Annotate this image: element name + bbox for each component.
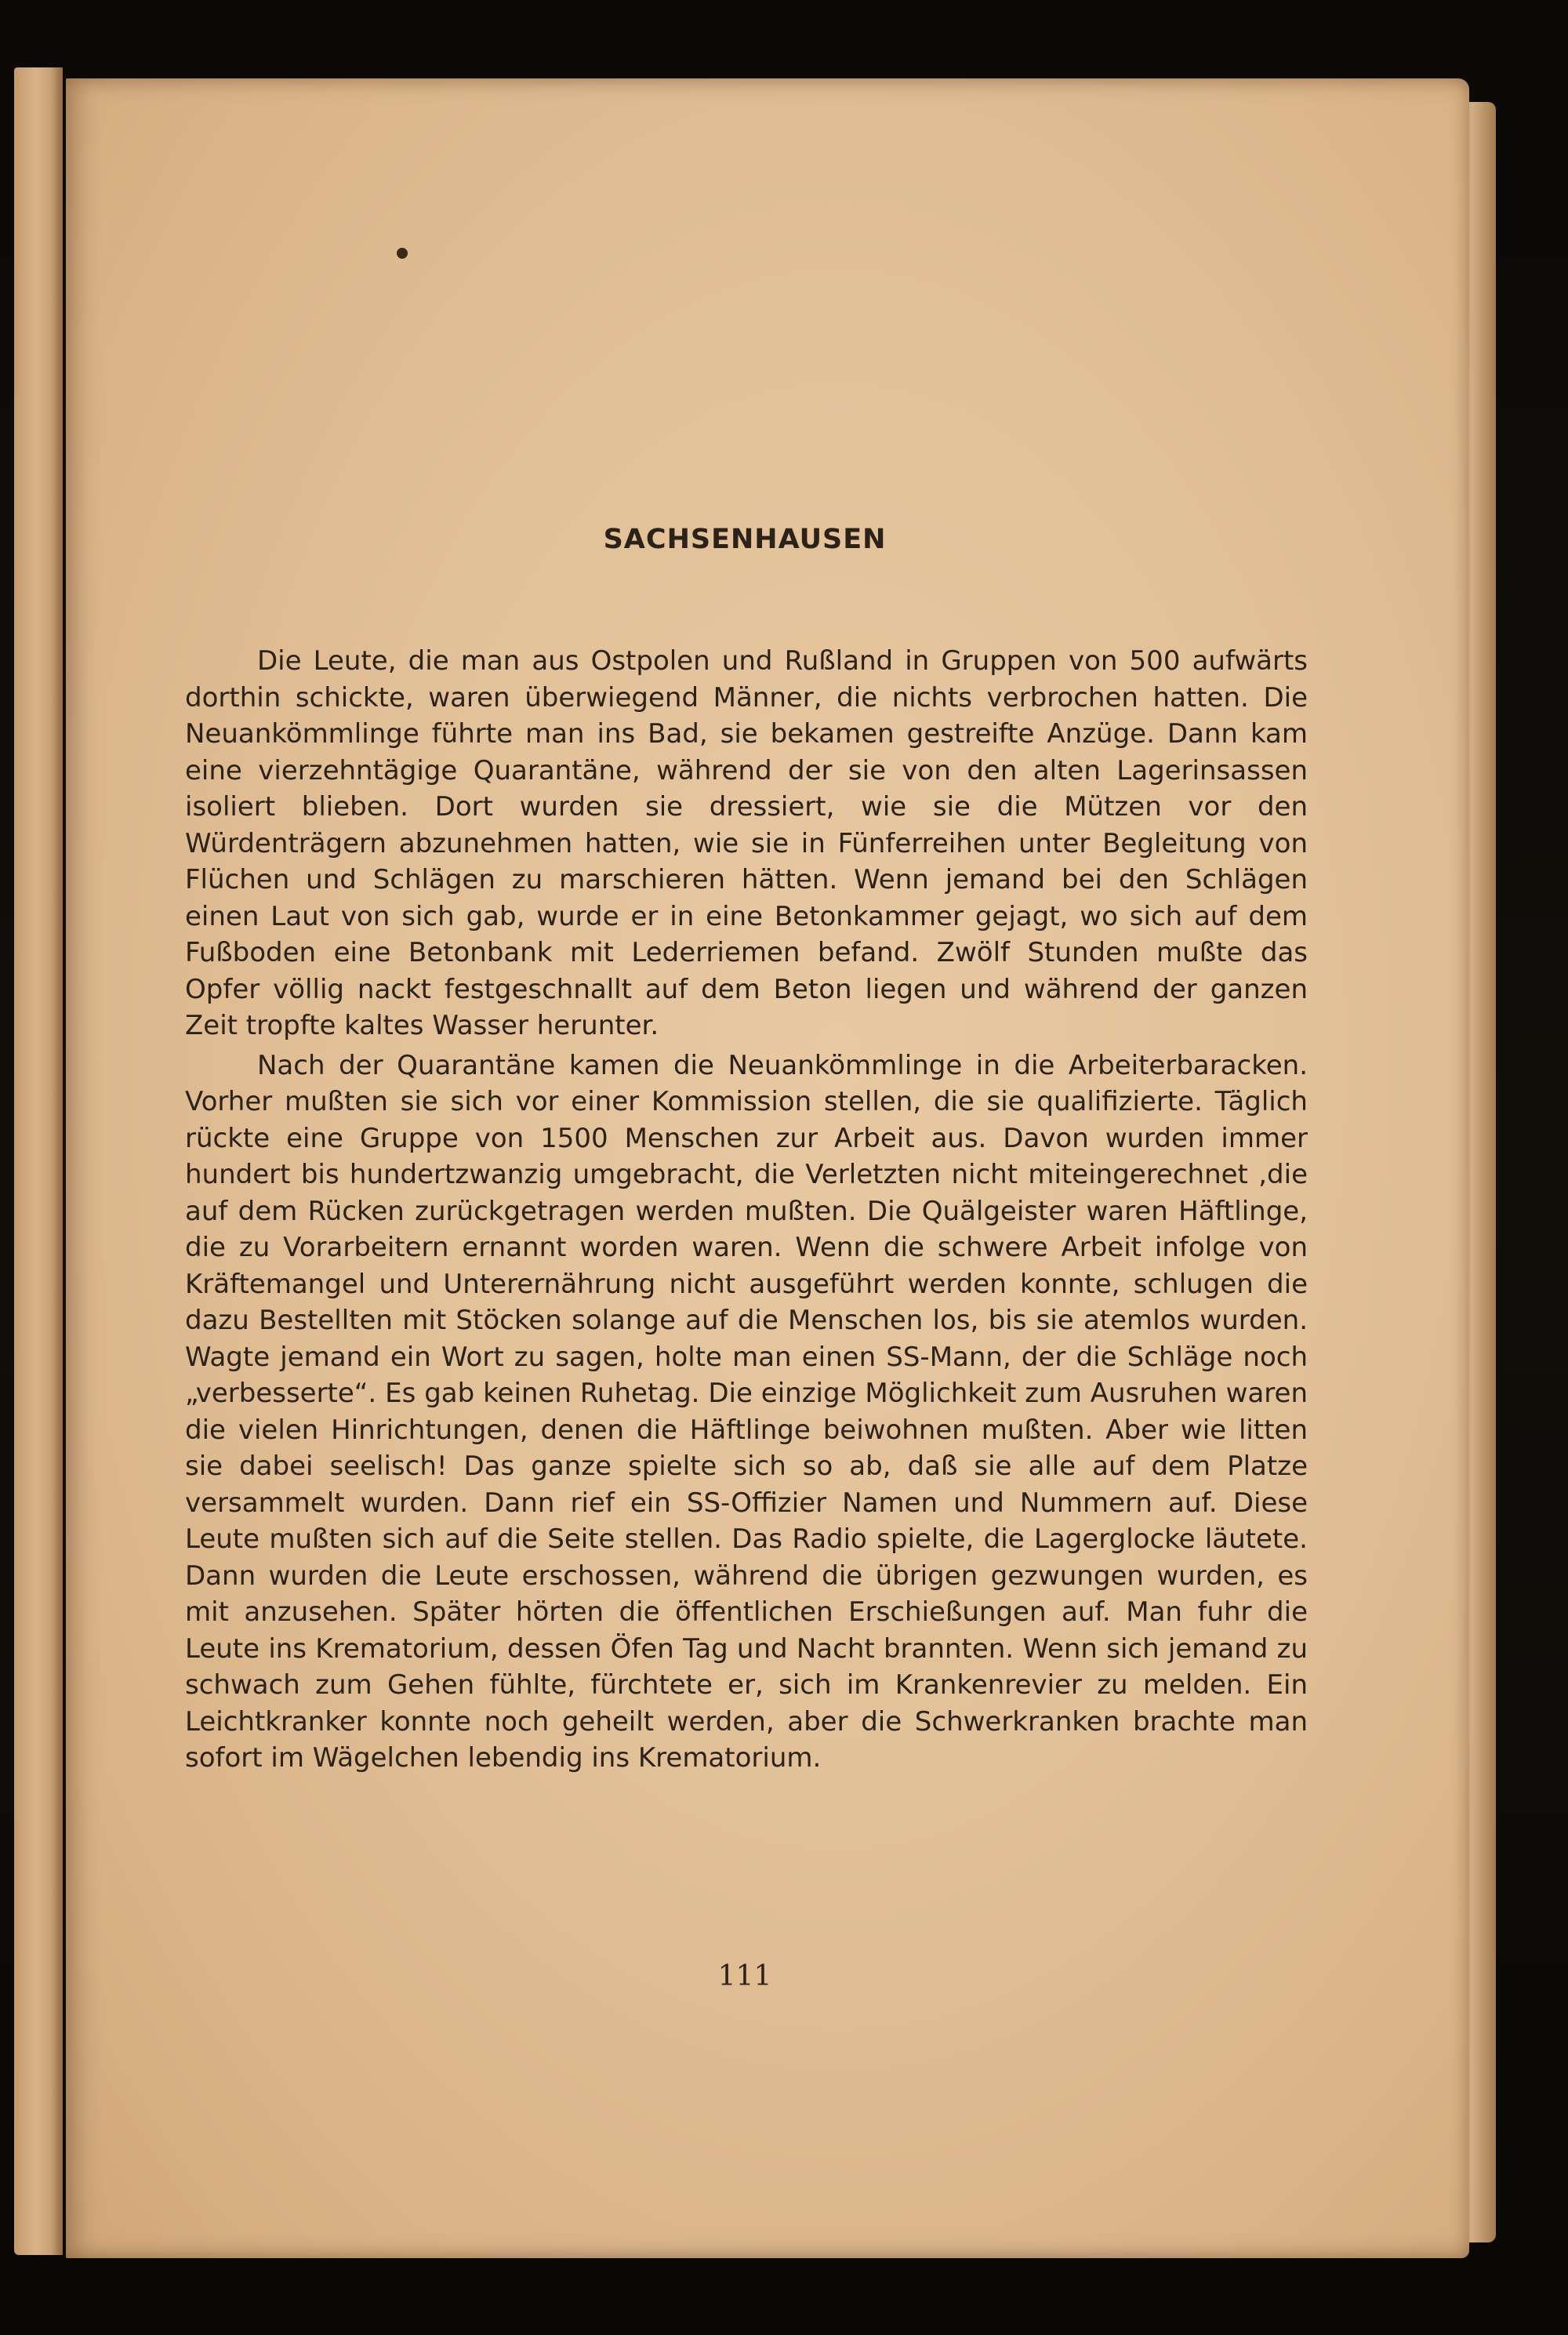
chapter-heading: SACHSENHAUSEN <box>603 524 887 555</box>
previous-page-edge <box>14 67 63 2255</box>
page-number: 111 <box>717 1960 772 1992</box>
paragraph-1: Die Leute, die man aus Ostpolen und Rußland in Gruppen von 500 aufwärts dorthin schickte, waren überwiegend Männer, die nichts verbrochen hatten. Die Neuankömmlinge führte man ins Bad, sie bekamen gestreifte Anzüge. Dann kam eine vierzehntägige Quarantäne, während der sie von den alten Lagerinsassen isoliert blieben. Dort wurden sie dressiert, wie sie die Mützen vor den Würdenträgern abzunehmen hatten, wie sie in Fünferreihen unter Begleitung von Flüchen und Schlägen zu marschieren hätten. Wenn jemand bei den Schlägen einen Laut von sich gab, wurde er in eine Betonkammer gejagt, wo sich auf dem Fußboden eine Betonbank mit Lederriemen befand. Zwölf Stunden mußte das Opfer völlig nackt festgeschnallt auf dem Beton liegen und während der ganzen Zeit tropfte kaltes Wasser herunter. <box>185 645 1308 1041</box>
paragraph-2: Nach der Quarantäne kamen die Neuankömmlinge in die Arbeiterbaracken. Vorher mußten sie sich vor einer Kommission stellen, die sie qualifizierte. Täglich rückte eine Gruppe von 1500 Menschen zur Arbeit aus. Davon wurden immer hundert bis hundertzwanzig umgebracht, die Verletzten nicht miteingerechnet ,die auf dem Rücken zurückgetragen werden mußten. Die Quälgeister waren Häftlinge, die zu Vorarbeitern ernannt worden waren. Wenn die schwere Arbeit infolge von Kräftemangel und Unterernährung nicht ausgeführt werden konnte, schlugen die dazu Bestellten mit Stöcken solange auf die Menschen los, bis sie atemlos wurden. Wagte jemand ein Wort zu sagen, holte man einen SS-Mann, der die Schläge noch „verbesserte“. Es gab keinen Ruhetag. Die einzige Möglichkeit zum Ausruhen waren die vielen Hinrichtungen, denen die Häftlinge beiwohnen mußten. Aber wie litten sie dabei seelisch! Das ganze spielte sich so ab, daß sie alle auf dem Platze versammelt wurden. Dann rief ein SS-Offizier Namen und Nummern auf. Diese Leute mußten sich auf die Seite stellen. Das Radio spielte, die Lagerglocke läutete. Dann wurden die Leute erschossen, während die übrigen gezwungen wurden, es mit anzusehen. Später hörten die öffentlichen Erschießungen auf. Man fuhr die Leute ins Krematorium, dessen Öfen Tag und Nacht brannten. Wenn sich jemand zu schwach zum Gehen fühlte, fürchtete er, sich im Krankenrevier zu melden. Ein Leichtkranker konnte noch geheilt werden, aber die Schwerkranken brachte man sofort im Wägelchen lebendig ins Krematorium. <box>185 1049 1308 1774</box>
body-text <box>185 643 1308 1777</box>
ink-speck <box>397 248 408 259</box>
